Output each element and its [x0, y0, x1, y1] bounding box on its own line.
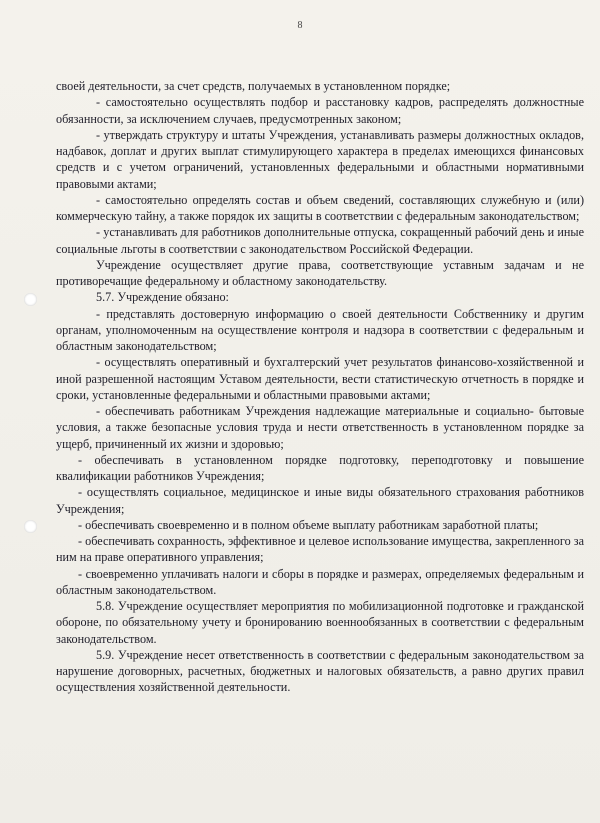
- paragraph: - осуществлять социальное, медицинское и иные виды обязательного страхования работников Учреждения;: [56, 485, 584, 516]
- paragraph: - самостоятельно определять состав и объем сведений, составляющих служебную и (или) коммерческую тайну, а также порядок их защиты в соответствии с федеральным законодательством;: [56, 192, 584, 223]
- paragraph: - самостоятельно осуществлять подбор и расстановку кадров, распределять должностные обязанности, за исключением случаев, предусмотренных законом;: [56, 95, 584, 126]
- paragraph: своей деятельности, за счет средств, получаемых в установленном порядке;: [56, 79, 451, 93]
- paragraph: 5.8. Учреждение осуществляет мероприятия по мобилизационной подготовке и гражданской обороне, по обязательному учету и бронированию военнообязанных в соответствии с федеральным законодательством.: [56, 599, 584, 646]
- paragraph: - обеспечивать своевременно и в полном объеме выплату работникам заработной платы;: [78, 517, 539, 532]
- punch-hole: [24, 520, 37, 533]
- paragraph: - обеспечивать работникам Учреждения надлежащие материальные и социально- бытовые условия, а также безопасные условия труда и нести ответственность в установленном порядке за ущерб, причиненный их жизни и здоровью;: [56, 404, 584, 451]
- paragraph: - обеспечивать сохранность, эффективное и целевое использование имущества, закрепленного за ним на праве оперативного управления;: [56, 534, 584, 565]
- paragraph: - своевременно уплачивать налоги и сборы в порядке и размерах, определяемых федеральным и областным законодательством.: [56, 566, 584, 597]
- paragraph: 5.9. Учреждение несет ответственность в соответствии с федеральным законодательством за нарушение договорных, расчетных, бюджетных и налоговых обязательств, а равно других правил осуществления хозяйственной деятельности.: [56, 647, 584, 695]
- page-number: 8: [297, 20, 303, 31]
- paragraph: - устанавливать для работников дополнительные отпуска, сокращенный рабочий день и иные социальные льготы в соответствии с законодательством Российской Федерации.: [56, 225, 584, 256]
- document-body: [56, 78, 584, 696]
- punch-hole: [24, 293, 37, 306]
- paragraph: - осуществлять оперативный и бухгалтерский учет результатов финансово-хозяйственной и иной разрешенной настоящим Уставом деятельности, вести статистическую отчетность в порядке и сроки, установленные федеральными и областными правовыми актами;: [56, 355, 584, 402]
- paragraph: 5.7. Учреждение обязано:: [96, 290, 229, 305]
- paragraph: Учреждение осуществляет другие права, соответствующие уставным задачам и не противоречащие федеральному и областному законодательству.: [56, 257, 584, 288]
- paragraph: - представлять достоверную информацию о своей деятельности Собственнику и другим органам, уполномоченным на осуществление контроля и надзора в соответствии с федеральным и областным законодательством;: [56, 306, 584, 353]
- paragraph: - обеспечивать в установленном порядке подготовку, переподготовку и повышение квалификации работников Учреждения;: [56, 452, 584, 483]
- paragraph: - утверждать структуру и штаты Учреждения, устанавливать размеры должностных окладов, надбавок, доплат и других выплат стимулирующего характера в пределах имеющихся финансовых средств и с учетом ограничений, установленных федеральными и областными нормативными правовыми актами;: [56, 127, 584, 191]
